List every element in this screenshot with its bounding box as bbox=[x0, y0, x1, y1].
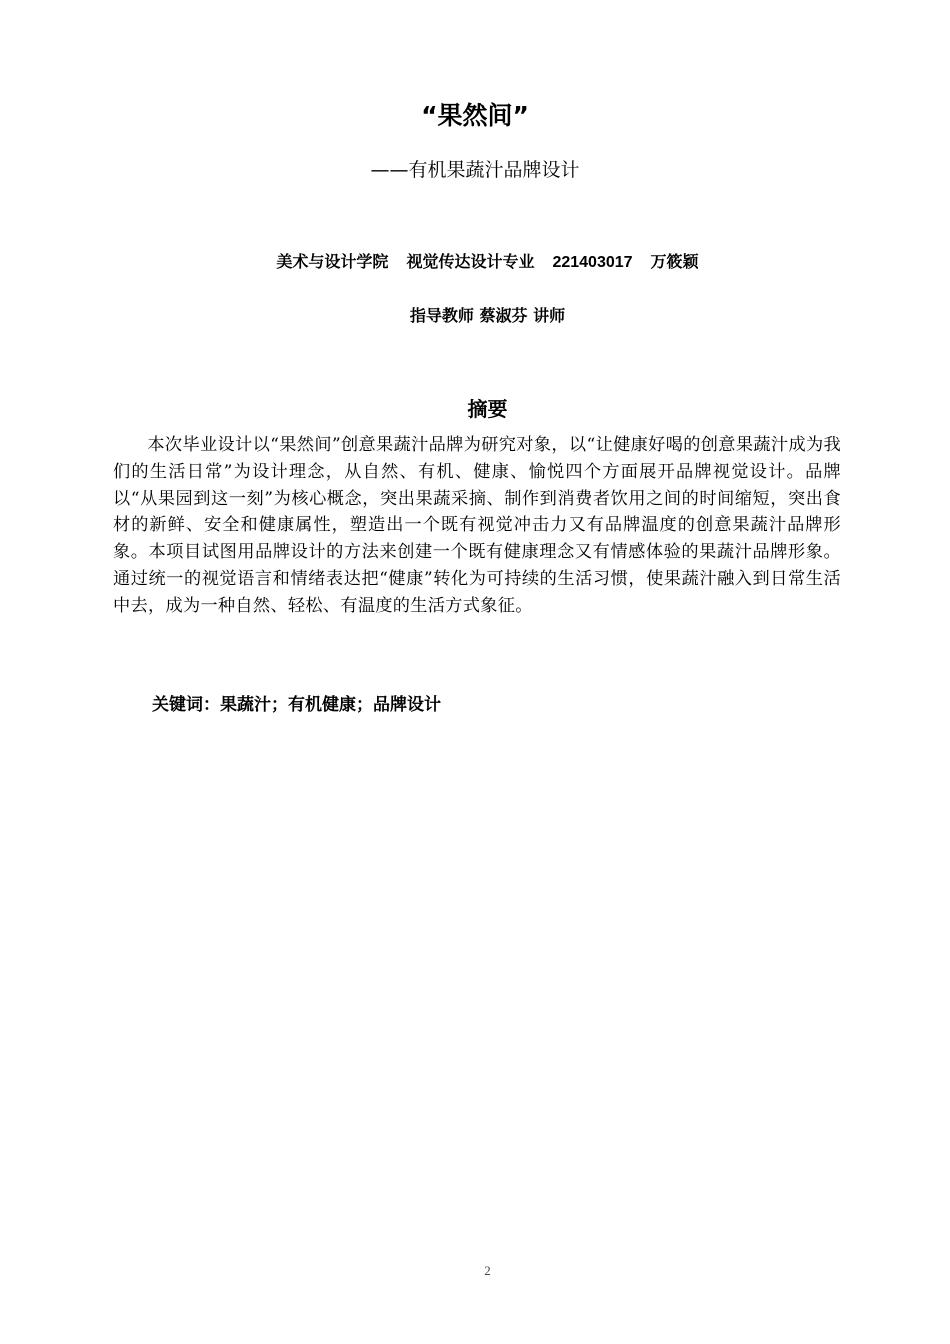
advisor-line: 指导教师 蔡淑芬 讲师 bbox=[409, 306, 566, 325]
author-major: 视觉传达设计专业 bbox=[406, 252, 535, 271]
abstract-body: 本次毕业设计以“果然间”创意果蔬汁品牌为研究对象，以“让健康好喝的创意果蔬汁成为我们的生活日常”为设计理念，从自然、有机、健康、愉悦四个方面展开品牌视觉设计。品牌以“从果园到这一刻”为核心概念，突出果蔬采摘、制作到消费者饮用之间的时间缩短，突出食材的新鲜、安全和健康属性，塑造出一个既有视觉冲击力又有品牌温度的创意果蔬汁品牌形象。本项目试图用品牌设计的方法来创建一个既有健康理念又有情感体验的果蔬汁品牌形象。通过统一的视觉语言和情绪表达把“健康”转化为可持续的生活习惯，使果蔬汁融入到日常生活中去，成为一种自然、轻松、有温度的生活方式象征。 bbox=[113, 435, 841, 616]
document-title: “果然间” bbox=[421, 101, 529, 130]
author-student-id: 221403017 bbox=[552, 254, 633, 271]
document-subtitle: ——有机果蔬汁品牌设计 bbox=[370, 159, 580, 181]
author-name: 万筱颖 bbox=[650, 252, 699, 271]
author-college: 美术与设计学院 bbox=[276, 252, 389, 271]
keywords-line: 关键词：果蔬汁；有机健康；品牌设计 bbox=[152, 695, 441, 715]
page-number: 2 bbox=[484, 1263, 491, 1278]
author-line bbox=[0, 249, 950, 276]
abstract-heading: 摘要 bbox=[467, 397, 508, 421]
